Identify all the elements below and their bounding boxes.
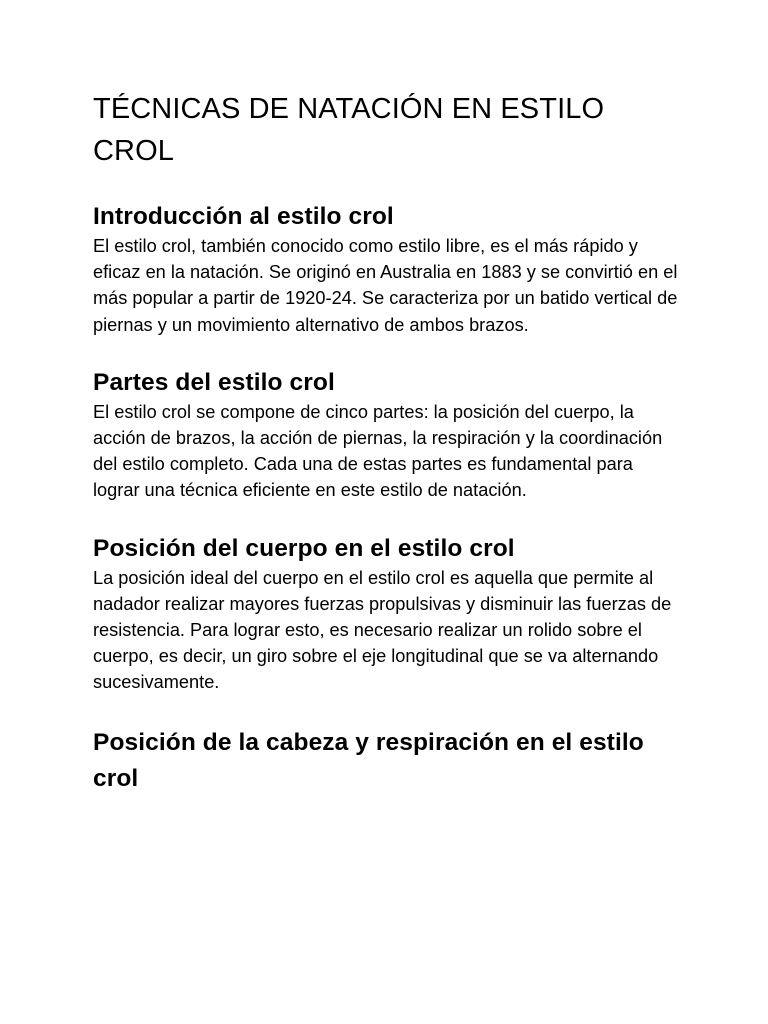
section-paragraph: La posición ideal del cuerpo en el estilo crol es aquella que permite al nadador realizar mayores fuerzas propulsivas y disminuir las fuerzas de resistencia. Para lograr esto, es necesario realizar un rolido sobre el cuerpo, es decir, un giro sobre el eje longitudinal que se va alternando sucesivamente.: [93, 567, 672, 693]
section-posicion-cabeza: [93, 725, 683, 797]
section-paragraph: El estilo crol se compone de cinco partes: la posición del cuerpo, la acción de brazos, la acción de piernas, la respiración y la coordinación del estilo completo. Cada una de estas partes es fundamental para lograr una técnica eficiente en este estilo de natación.: [93, 401, 663, 501]
section-posicion-cuerpo: [93, 533, 683, 696]
section-heading: Partes del estilo crol: [93, 368, 335, 396]
document-title: TÉCNICAS DE NATACIÓN EN ESTILO CROL: [93, 93, 605, 167]
section-heading: Introducción al estilo crol: [93, 203, 394, 230]
section-paragraph: El estilo crol, también conocido como estilo libre, es el más rápido y eficaz en la natación. Se originó en Australia en 1883 y se convirtió en el más popular a partir de 1920-24. Se caracteriza por un batido vertical de piernas y un movimiento alternativo de ambos brazos.: [93, 236, 678, 335]
section-partes: [93, 367, 683, 504]
section-introduccion: [93, 201, 683, 338]
section-heading: Posición de la cabeza y respiración en el estilo crol: [93, 728, 644, 792]
document-page: [93, 88, 683, 797]
section-heading: Posición del cuerpo en el estilo crol: [93, 534, 515, 562]
